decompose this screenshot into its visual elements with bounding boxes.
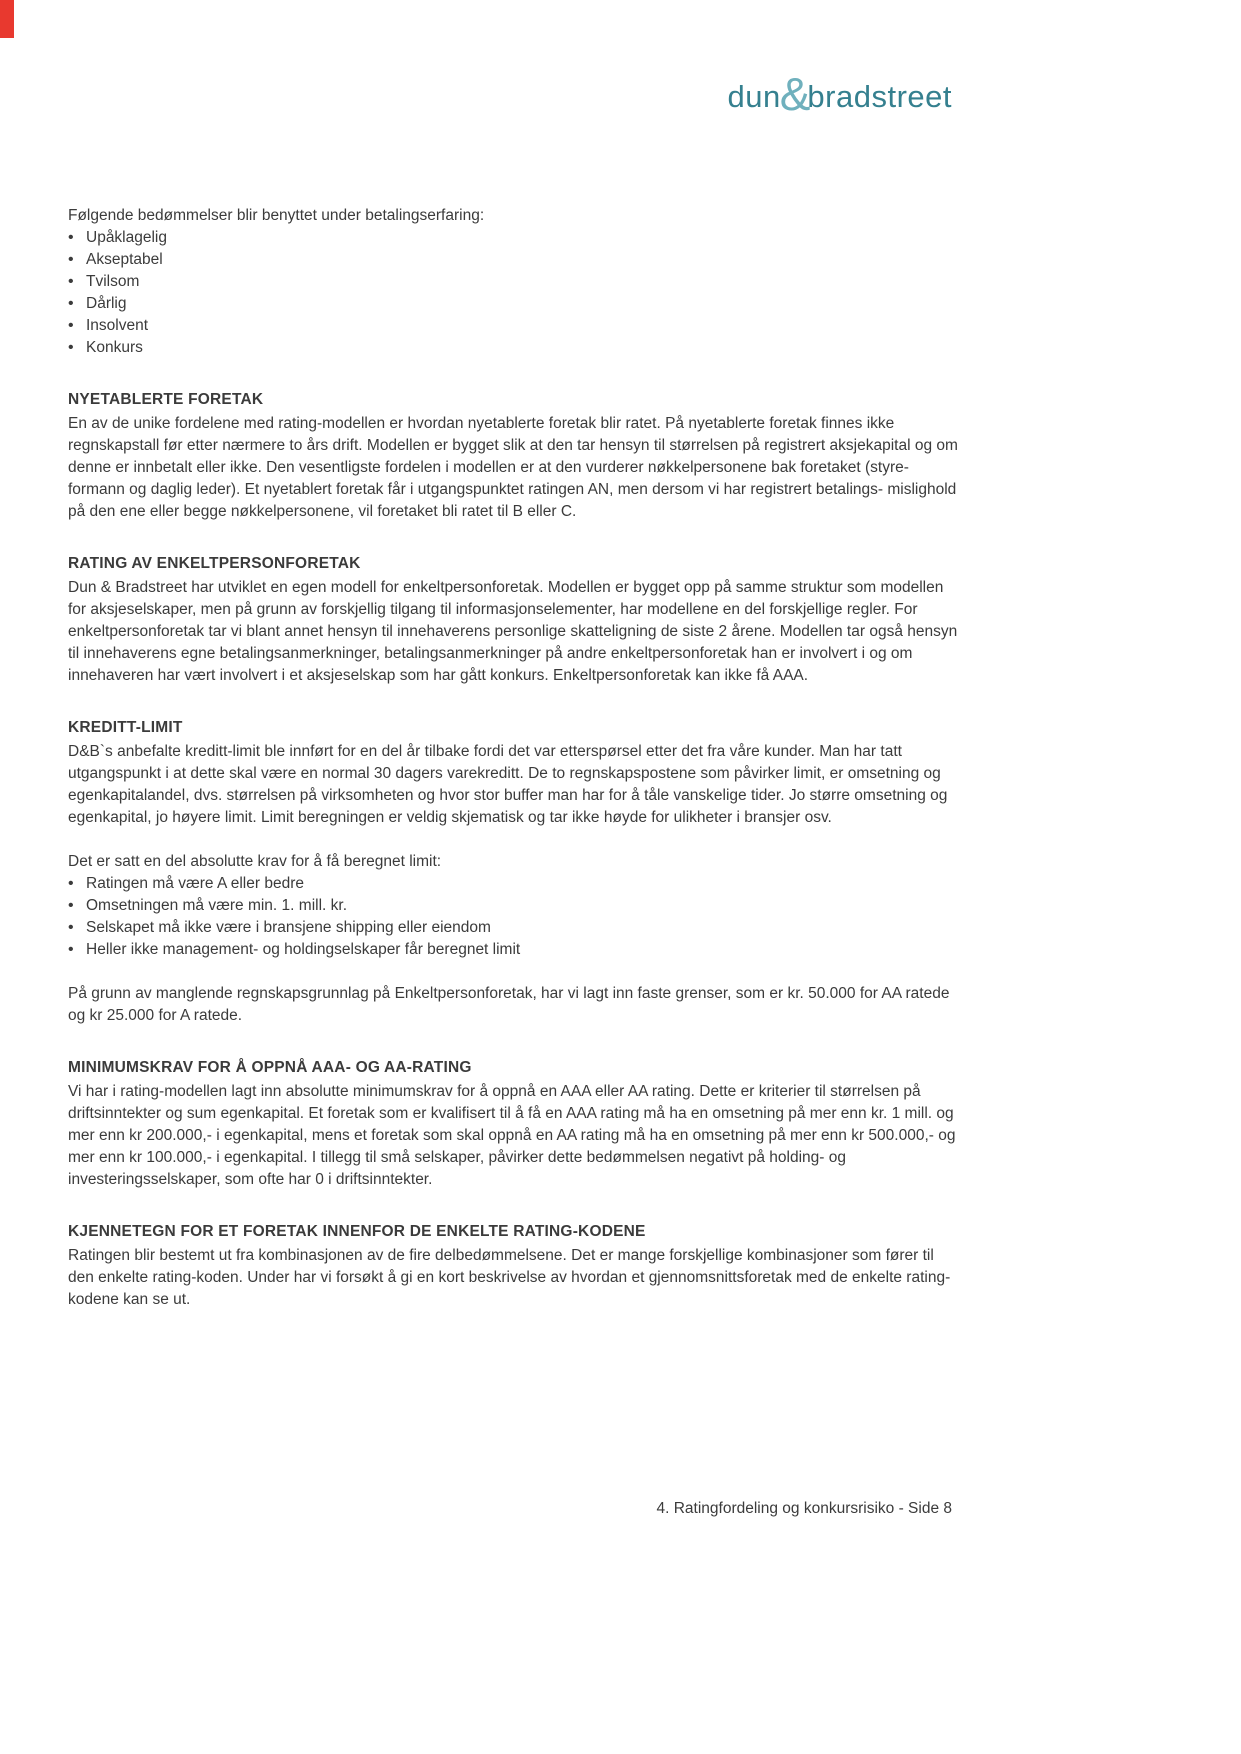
page-footer: 4. Ratingfordeling og konkursrisiko - Side 8 bbox=[656, 1500, 952, 1517]
list-item bbox=[68, 271, 958, 293]
section-body-2: På grunn av manglende regnskapsgrunnlag på Enkeltpersonforetak, har vi lagt inn faste grenser, som er kr. 50.000 for AA ratede og kr 25.000 for A ratede. bbox=[68, 985, 950, 1024]
bullet-icon: • bbox=[68, 251, 74, 268]
bullet-icon: • bbox=[68, 941, 74, 958]
section-title: NYETABLERTE FORETAK bbox=[68, 391, 264, 408]
red-corner-mark bbox=[0, 0, 14, 38]
section-body: Vi har i rating-modellen lagt inn absolutte minimumskrav for å oppnå en AAA eller AA rating. Dette er kriterier til størrelsen på driftsinntekter og sum egenkapital. Et foretak som er kvalifisert til å få en AAA rating må ha en omsetning på mer enn kr. 1 mill. og mer enn kr 200.000,- i egenkapital, mens et foretak som skal oppnå en AA rating må ha en omsetning på mer enn kr 500.000,- og mer enn kr 100.000,- i egenkapital. I tillegg til små selskaper, påvirker dette bedømmelsen negativt på holding- og investeringsselskaper, som ofte har 0 i driftsinntekter. bbox=[68, 1083, 956, 1188]
list-item bbox=[68, 227, 958, 249]
list-item-label: Dårlig bbox=[86, 295, 127, 312]
list-item bbox=[68, 315, 958, 337]
limit-requirements-lead: Det er satt en del absolutte krav for å få beregnet limit: bbox=[68, 853, 442, 870]
list-item-label: Akseptabel bbox=[86, 251, 163, 268]
bullet-icon: • bbox=[68, 897, 74, 914]
logo-ampersand-icon: & bbox=[779, 68, 811, 120]
list-item-label: Omsetningen må være min. 1. mill. kr. bbox=[86, 897, 347, 914]
section-title: MINIMUMSKRAV FOR Å OPPNÅ AAA- OG AA-RATING bbox=[68, 1059, 472, 1076]
section-body: D&B`s anbefalte kreditt-limit ble innført for en del år tilbake fordi det var etterspørsel etter det fra våre kunder. Man har tatt utgangspunkt i at dette skal være en normal 30 dagers varekreditt. De to regnskapspostene som påvirker limit, er omsetning og egenkapitalandel, dvs. størrelsen på virksomheten og hvor stor buffer man har for å tåle vanskelige tider. Jo større omsetning og egenkapital, jo høyere limit. Limit beregningen er veldig skjematisk og tar ikke høyde for ulikheter i bransjer osv. bbox=[68, 743, 948, 826]
bullet-icon: • bbox=[68, 295, 74, 312]
section-rating-enkeltpersonforetak bbox=[68, 553, 958, 687]
logo-word-bradstreet: bradstreet bbox=[807, 79, 952, 114]
bullet-icon: • bbox=[68, 229, 74, 246]
bullet-icon: • bbox=[68, 875, 74, 892]
section-nyetablerte-foretak bbox=[68, 389, 958, 523]
bullet-icon: • bbox=[68, 339, 74, 356]
bullet-icon: • bbox=[68, 317, 74, 334]
list-item bbox=[68, 917, 958, 939]
list-item bbox=[68, 939, 958, 961]
payment-experience-list bbox=[68, 227, 958, 359]
dun-bradstreet-logo bbox=[727, 68, 953, 120]
section-title: KREDITT-LIMIT bbox=[68, 719, 183, 736]
limit-requirements-list bbox=[68, 873, 958, 961]
section-body: En av de unike fordelene med rating-modellen er hvordan nyetablerte foretak blir ratet. På nyetablerte foretak finnes ikke regnskapstall før etter nærmere to års drift. Modellen er bygget slik at den tar hensyn til størrelsen på registrert aksjekapital og om denne er innbetalt eller ikke. Den vesentligste fordelen i modellen er at den vurderer nøkkelpersonene bak foretaket (styre- formann og daglig leder). Et nyetablert foretak får i utgangspunktet ratingen AN, men dersom vi har registrert betalings- mislighold på den ene eller begge nøkkelpersonene, vil foretaket bli ratet til B eller C. bbox=[68, 415, 958, 520]
section-body: Ratingen blir bestemt ut fra kombinasjonen av de fire delbedømmelsene. Det er mange forskjellige kombinasjoner som fører til den enkelte rating-koden. Under har vi forsøkt å gi en kort beskrivelse av hvordan et gjennomsnittsforetak med de enkelte rating-kodene kan se ut. bbox=[68, 1247, 951, 1308]
list-item-label: Selskapet må ikke være i bransjene shipping eller eiendom bbox=[86, 919, 491, 936]
section-title: KJENNETEGN FOR ET FORETAK INNENFOR DE ENKELTE RATING-KODENE bbox=[68, 1223, 646, 1240]
list-item bbox=[68, 249, 958, 271]
document-content bbox=[68, 205, 958, 1311]
list-item bbox=[68, 873, 958, 895]
list-item-label: Insolvent bbox=[86, 317, 149, 334]
bullet-icon: • bbox=[68, 273, 74, 290]
section-body: Dun & Bradstreet har utviklet en egen modell for enkeltpersonforetak. Modellen er bygget opp på samme struktur som modellen for aksjeselskaper, men på grunn av forskjellig tilgang til informasjonselementer, har modellene en del forskjellige regler. For enkeltpersonforetak tar vi blant annet hensyn til innehaverens personlige skatteligning de siste 2 årene. Modellen tar også hensyn til innehaverens egne betalingsanmerkninger, betalingsanmerkninger på andre enkeltpersonforetak han er involvert i og om innehaveren har vært involvert i et aksjeselskap som har gått konkurs. Enkeltpersonforetak kan ikke få AAA. bbox=[68, 579, 958, 684]
list-item bbox=[68, 895, 958, 917]
section-kjennetegn bbox=[68, 1221, 958, 1311]
intro-lead: Følgende bedømmelser blir benyttet under betalingserfaring: bbox=[68, 207, 485, 224]
list-item-label: Ratingen må være A eller bedre bbox=[86, 875, 304, 892]
section-kreditt-limit bbox=[68, 717, 958, 1027]
list-item-label: Tvilsom bbox=[86, 273, 140, 290]
list-item-label: Upåklagelig bbox=[86, 229, 167, 246]
list-item bbox=[68, 337, 958, 359]
bullet-icon: • bbox=[68, 919, 74, 936]
list-item-label: Heller ikke management- og holdingselskaper får beregnet limit bbox=[86, 941, 521, 958]
section-title: RATING AV ENKELTPERSONFORETAK bbox=[68, 555, 361, 572]
list-item bbox=[68, 293, 958, 315]
section-minimumskrav bbox=[68, 1057, 958, 1191]
list-item-label: Konkurs bbox=[86, 339, 143, 356]
logo-word-dun: dun bbox=[727, 79, 781, 114]
